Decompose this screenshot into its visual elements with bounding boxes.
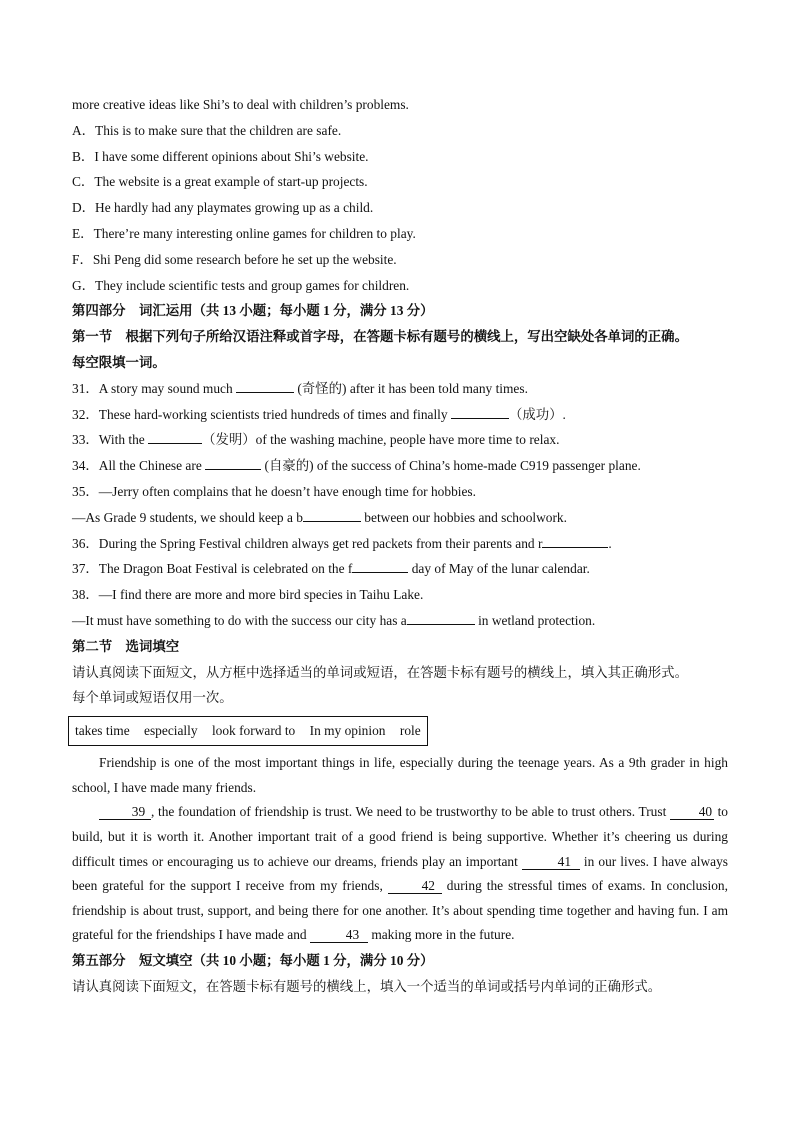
q33-blank[interactable] bbox=[148, 429, 202, 444]
option-f: F．Shi Peng did some research before he set up the website. bbox=[72, 251, 397, 267]
question-36 bbox=[72, 531, 728, 557]
option-d: D．He hardly had any playmates growing up as a child. bbox=[72, 200, 374, 216]
passage-text: in our lives. I have always been grateful for the support I receive from my friends, bbox=[72, 853, 728, 894]
section1-heading-2: 每空限填一词。 bbox=[72, 354, 166, 370]
q32-post: （成功）. bbox=[508, 406, 566, 422]
passage-paragraph-1: Friendship is one of the most important things in life, especially during the teenage years. As a 9th grader in high school, I have made many friends. bbox=[72, 755, 728, 795]
section2-instructions: 请认真阅读下面短文，从方框中选择适当的单词或短语，在答题卡标有题号的横线上，填入其正确形式。 bbox=[72, 664, 688, 680]
q34-pre: 34．All the Chinese are bbox=[72, 458, 206, 474]
section2-instructions-2: 每个单词或短语仅用一次。 bbox=[72, 690, 233, 706]
q36-pre: 36．During the Spring Festival children always get red packets from their parents and r bbox=[72, 535, 543, 551]
word-option: In my opinion bbox=[309, 723, 386, 739]
q32-blank[interactable] bbox=[451, 404, 509, 419]
answer-blank-40[interactable]: 40 bbox=[670, 805, 714, 820]
passage-text: , the foundation of friendship is trust. We need to be trustworthy to be able to trust others. Trust bbox=[151, 804, 670, 820]
question-35a: 35．—Jerry often complains that he doesn’t have enough time for hobbies. bbox=[72, 483, 476, 499]
q38-pre: —It must have something to do with the success our city has a bbox=[72, 612, 407, 628]
option-e: E．There’re many interesting online games for children to play. bbox=[72, 225, 416, 241]
question-35b bbox=[72, 505, 728, 531]
q37-post: day of May of the lunar calendar. bbox=[408, 561, 590, 577]
question-33 bbox=[72, 427, 728, 453]
question-32 bbox=[72, 402, 728, 428]
q31-blank[interactable] bbox=[236, 378, 294, 393]
section2-heading: 第二节 选词填空 bbox=[72, 638, 180, 654]
part4-heading: 第四部分 词汇运用（共 13 小题；每小题 1 分，满分 13 分） bbox=[72, 303, 434, 319]
q32-pre: 32．These hard-working scientists tried hundreds of times and finally bbox=[72, 406, 451, 422]
option-a: A．This is to make sure that the children are safe. bbox=[72, 122, 342, 138]
exam-page bbox=[72, 92, 728, 999]
q38-blank[interactable] bbox=[407, 610, 475, 625]
passage-text: during the stressful times of exams. In conclusion, friendship is about trust, support, and being there for one another. It’s about spending time together and having fun. I am grateful for the friendships I have made and bbox=[72, 878, 728, 943]
word-option: look forward to bbox=[211, 723, 296, 739]
part5-heading: 第五部分 短文填空（共 10 小题；每小题 1 分，满分 10 分） bbox=[72, 952, 434, 968]
word-option: role bbox=[399, 723, 421, 739]
q33-pre: 33．With the bbox=[72, 432, 149, 448]
q34-blank[interactable] bbox=[205, 455, 261, 470]
passage-text: making more in the future. bbox=[367, 927, 515, 943]
q31-pre: 31．A story may sound much bbox=[72, 380, 237, 396]
q38-post: in wetland protection. bbox=[474, 612, 596, 628]
answer-blank-43[interactable]: 43 bbox=[310, 928, 368, 943]
option-b: B．I have some different opinions about Shi’s website. bbox=[72, 148, 369, 164]
q31-post: (奇怪的) after it has been told many times. bbox=[294, 380, 528, 396]
q37-pre: 37．The Dragon Boat Festival is celebrated on the f bbox=[72, 561, 353, 577]
word-box bbox=[68, 716, 428, 746]
question-34 bbox=[72, 453, 728, 479]
question-31 bbox=[72, 376, 728, 402]
question-38a: 38．—I find there are more and more bird species in Taihu Lake. bbox=[72, 587, 424, 603]
option-g: G．They include scientific tests and group games for children. bbox=[72, 277, 410, 293]
passage-paragraph-2 bbox=[72, 800, 728, 948]
q35-blank[interactable] bbox=[303, 507, 361, 522]
q33-post: （发明）of the washing machine, people have more time to relax. bbox=[202, 432, 560, 448]
answer-blank-41[interactable]: 41 bbox=[522, 855, 580, 870]
option-c: C．The website is a great example of start-up projects. bbox=[72, 174, 368, 190]
section1-heading: 第一节 根据下列句子所给汉语注释或首字母，在答题卡标有题号的横线上，写出空缺处各单词的正确。 bbox=[72, 329, 688, 345]
q36-post: . bbox=[608, 535, 612, 551]
q35-pre: —As Grade 9 students, we should keep a b bbox=[72, 509, 303, 525]
part5-instructions: 请认真阅读下面短文，在答题卡标有题号的横线上，填入一个适当的单词或括号内单词的正确形式。 bbox=[72, 978, 662, 994]
word-option: especially bbox=[144, 723, 198, 739]
q34-post: (自豪的) of the success of China’s home-made C919 passenger plane. bbox=[261, 458, 641, 474]
answer-blank-42[interactable]: 42 bbox=[388, 879, 442, 894]
q36-blank[interactable] bbox=[542, 533, 608, 548]
word-option: takes time bbox=[75, 723, 130, 739]
question-37 bbox=[72, 556, 728, 582]
answer-blank-39[interactable]: 39 bbox=[99, 805, 151, 820]
question-38b bbox=[72, 608, 728, 634]
passage-text: to build, but it is worth it. Another important trait of a good friend is being supportive. Whether it’s cheering us during difficult times or encouraging us to achieve our dreams, friends play an important bbox=[72, 804, 728, 869]
q35-post: between our hobbies and schoolwork. bbox=[360, 509, 567, 525]
q37-blank[interactable] bbox=[352, 558, 408, 573]
options-intro: more creative ideas like Shi’s to deal with children’s problems. bbox=[72, 97, 409, 112]
